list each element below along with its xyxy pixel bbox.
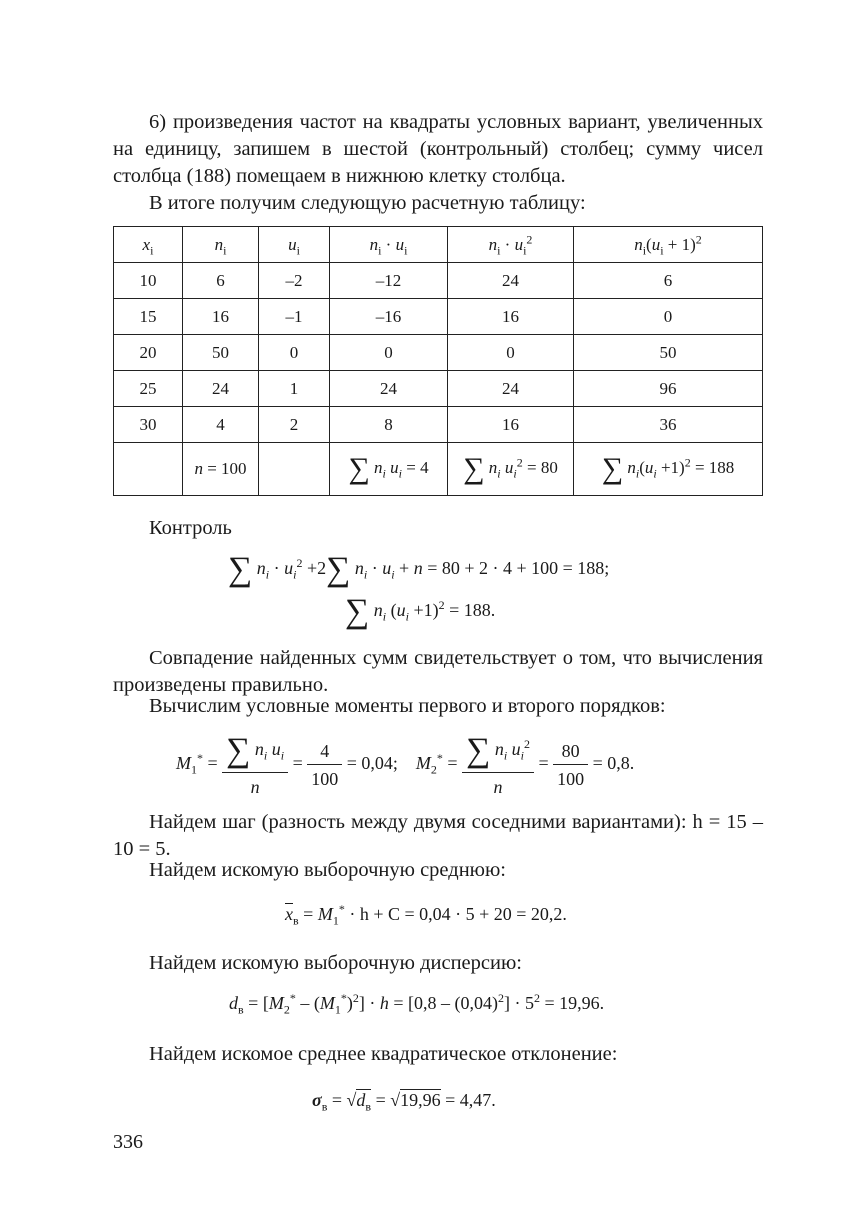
header-xi: $x_i$ [114, 227, 183, 263]
paragraph-table-intro: В итоге получим следующую расчетную таблицу: [149, 192, 586, 214]
paragraph-variance-intro: Найдем искомую выборочную дисперсию: [149, 952, 522, 974]
table-cell: 16 [183, 299, 259, 335]
table-cell: 0 [574, 299, 763, 335]
table-cell: 15 [114, 299, 183, 335]
m1-value: = 0,04; [346, 753, 398, 774]
control-formula-2-value: = 188. [449, 600, 496, 620]
table-cell: 6 [183, 263, 259, 299]
table-cell: 6 [574, 263, 763, 299]
paragraph-products-description: 6) произведения частот на квадраты условных вариант, увеличенных на единицу, запишем в шестой (контрольный) столбец; сумму чисел столбца (188) помещаем в нижнюю клетку столбца. [113, 111, 763, 187]
totals-n: n = 100 [183, 443, 259, 496]
table-cell: –1 [259, 299, 330, 335]
table-row [114, 299, 763, 335]
table-row [114, 371, 763, 407]
m2-numerator: 80 [553, 741, 588, 765]
table-row [114, 407, 763, 443]
totals-empty-cell [259, 443, 330, 496]
paragraph-sums-match: Совпадение найденных сумм свидетельствует о том, что вычисления произведены правильно. [113, 647, 763, 696]
header-ni: $n_i$ [183, 227, 259, 263]
sqrt-symbol: √ [390, 1090, 401, 1110]
m2-value: = 0,8. [592, 753, 635, 774]
control-formula-2: ∑ $n_i$ $(u_i +1)^2 = 188$. [345, 593, 496, 630]
totals-sum-niui2: ∑ $n_i$ $u_i^2 = 80$ [448, 443, 574, 496]
table-cell: 0 [259, 335, 330, 371]
sd-formula: $\sigma_в = √d_в = √19,96 = 4,47$. [312, 1090, 496, 1114]
paragraph-sd-intro: Найдем искомое среднее квадратическое отклонение: [149, 1043, 618, 1065]
table-cell: 30 [114, 407, 183, 443]
table-cell: 16 [448, 407, 574, 443]
table-cell: 20 [114, 335, 183, 371]
control-formula-1: ∑ $n_i \cdot u_i^2 +2\sum$ $n_i \cdot u_i + n = 80 + 2 \cdot 4 + 100 = 188$; [228, 551, 610, 588]
table-cell: 16 [448, 299, 574, 335]
totals-sum-control: ∑ $n_i(u_i +1)^2 = 188$ [574, 443, 763, 496]
table-cell: –2 [259, 263, 330, 299]
m2-numeric-fraction [553, 741, 588, 790]
header-control: $n_i(u_i + 1)^2$ [574, 227, 763, 263]
table-cell: 24 [183, 371, 259, 407]
m1-numeric-fraction [307, 741, 342, 790]
paragraph-moments-intro: Вычислим условные моменты первого и второго порядков: [149, 695, 666, 717]
table-cell: 2 [259, 407, 330, 443]
sd-radicand: 19,96 [400, 1090, 441, 1110]
sqrt-symbol: √ [346, 1090, 357, 1110]
table-totals-row [114, 443, 763, 496]
table-cell: 0 [448, 335, 574, 371]
table-cell: 8 [330, 407, 448, 443]
moments-formula: $M_1^*$ = $\frac{\sum n_i u_i}{n}$ = $\frac{4}{100}$ = 0,04; $M_2^*$ = $\frac{\sum n_i u_i^2}{n}$ = $\frac{80}{100}$ = 0,8. [176, 732, 635, 797]
m1-fraction: $\frac{\sum n_i u_i}{n}$ [222, 732, 288, 798]
mean-formula-value: · h + C = 0,04 · 5 + 20 = 20,2. [349, 904, 567, 924]
table-cell: 96 [574, 371, 763, 407]
table-cell: 25 [114, 371, 183, 407]
table-cell: 24 [448, 371, 574, 407]
table-cell: 50 [574, 335, 763, 371]
table-cell: 36 [574, 407, 763, 443]
paragraph-mean-intro: Найдем искомую выборочную среднюю: [149, 859, 506, 881]
totals-empty-cell [114, 443, 183, 496]
table-cell: 4 [183, 407, 259, 443]
sd-result: = 4,47. [440, 1090, 496, 1110]
table-cell: –16 [330, 299, 448, 335]
m2-denominator: 100 [557, 768, 585, 789]
table-cell: 0 [330, 335, 448, 371]
variance-formula-result: = 19,96. [539, 993, 605, 1013]
header-niui: $n_i \cdot u_i$ [330, 227, 448, 263]
table-row [114, 263, 763, 299]
table-header-row [114, 227, 763, 263]
m1-numerator: 4 [307, 741, 342, 765]
variance-formula-end: ] · 5 [503, 993, 534, 1013]
table-row [114, 335, 763, 371]
table-cell: 10 [114, 263, 183, 299]
control-heading: Контроль [149, 517, 232, 539]
m2-fraction: $\frac{\sum n_i u_i^2}{n}$ [462, 732, 534, 798]
table-cell: 50 [183, 335, 259, 371]
table-cell: 24 [448, 263, 574, 299]
paragraph-step: Найдем шаг (разность между двумя соседними вариантами): h = 15 – 10 = 5. [113, 811, 763, 860]
page-number: 336 [113, 1131, 143, 1153]
mean-formula: $\overline{x}_в = M_1^* \cdot h + C = 0,04 \cdot 5 + 20 = 20,2$. [285, 902, 567, 928]
table-cell: 1 [259, 371, 330, 407]
variance-formula: $d_в = [M_2^* - (M_1^*)^2] \cdot h = [0,8 - (0,04)^2] \cdot 5^2 = 19,96$. [229, 991, 605, 1017]
calculation-table [113, 226, 763, 496]
table-cell: –12 [330, 263, 448, 299]
table-cell: 24 [330, 371, 448, 407]
variance-formula-mid: = [0,8 – (0,04) [393, 993, 498, 1013]
header-niui2: $n_i \cdot u_i^2$ [448, 227, 574, 263]
control-formula-1-value: = 80 + 2 · 4 + 100 = 188; [427, 558, 610, 578]
header-ui: $u_i$ [259, 227, 330, 263]
m1-denominator: 100 [311, 768, 339, 789]
totals-sum-niui: ∑ $n_i$ $u_i = 4$ [330, 443, 448, 496]
